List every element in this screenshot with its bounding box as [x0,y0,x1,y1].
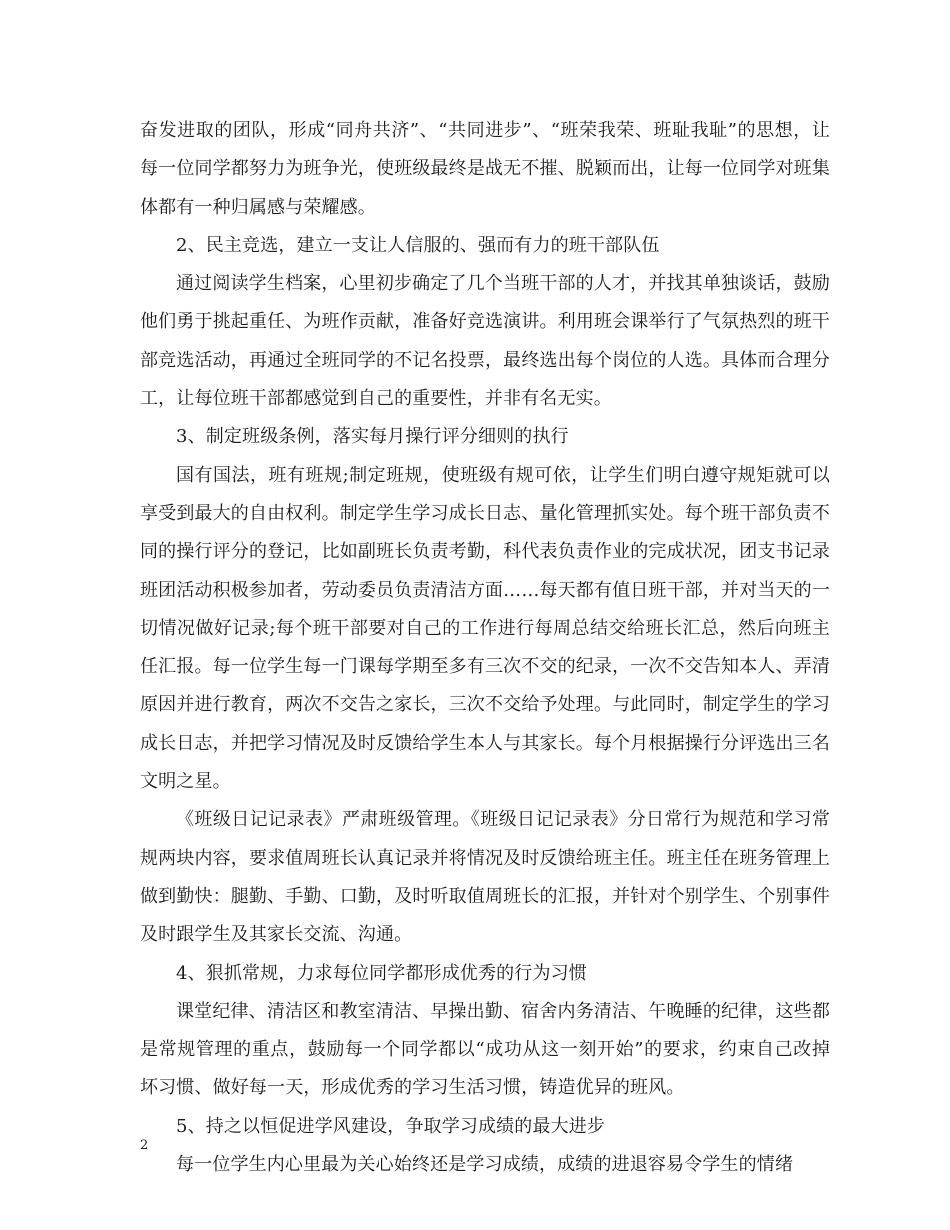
document-body [140,112,830,1184]
page-number: 2 [140,1138,149,1153]
paragraph: 课堂纪律、清洁区和教室清洁、早操出勤、宿舍内务清洁、午晚睡的纪律，这些都是常规管理的重点，鼓励每一个同学都以“成功从这一刻开始”的要求，约束自己改掉坏习惯、做好每一天，形成优秀的学习生活习惯，铸造优异的班风。 [140,1000,830,1099]
section-heading-2: 2、民主竞选，建立一支让人信服的、强而有力的班干部队伍 [176,234,660,256]
section-heading-3: 3、制定班级条例，落实每月操行评分细则的执行 [176,426,569,448]
paragraph: 每一位学生内心里最为关心始终还是学习成绩，成绩的进退容易令学生的情绪 [176,1154,794,1176]
section-heading-4: 4、狠抓常规，力求每位同学都形成优秀的行为习惯 [176,962,587,984]
paragraph: 通过阅读学生档案，心里初步确定了几个当班干部的人才，并找其单独谈话，鼓励他们勇于挑起重任、为班作贡献，准备好竞选演讲。利用班会课举行了气氛热烈的班干部竞选活动，再通过全班同学的不记名投票，最终选出每个岗位的人选。具体而合理分工，让每位班干部都感觉到自己的重要性，并非有名无实。 [140,273,830,410]
paragraph-continuation: 奋发进取的团队，形成“同舟共济”、“共同进步”、“班荣我荣、班耻我耻”的思想，让每一位同学都努力为班争光，使班级最终是战无不摧、脱颖而出，让每一位同学对班集体都有一种归属感与荣耀感。 [140,120,830,218]
section-heading-5: 5、持之以恒促进学风建设，争取学习成绩的最大进步 [176,1115,606,1137]
paragraph: 《班级日记记录表》严肃班级管理。《班级日记记录表》分日常行为规范和学习常规两块内容，要求值周班长认真记录并将情况及时反馈给班主任。班主任在班务管理上做到勤快：腿勤、手勤、口勤，及时听取值周班长的汇报，并针对个别学生、个别事件及时跟学生及其家长交流、沟通。 [140,809,830,946]
paragraph: 国有国法，班有班规;制定班规，使班级有规可依，让学生们明白遵守规矩就可以享受到最大的自由权利。制定学生学习成长日志、量化管理抓实处。每个班干部负责不同的操行评分的登记，比如副班长负责考勤，科代表负责作业的完成状况，团支书记录班团活动积极参加者，劳动委员负责清洁方面……每天都有值日班干部，并对当天的一切情况做好记录;每个班干部要对自己的工作进行每周总结交给班长汇总，然后向班主任汇报。每一位学生每一门课每学期至多有三次不交的纪录，一次不交告知本人、弄清原因并进行教育，两次不交告之家长，三次不交给予处理。与此同时，制定学生的学习成长日志，并把学习情况及时反馈给学生本人与其家长。每个月根据操行分评选出三名文明之星。 [140,464,830,793]
